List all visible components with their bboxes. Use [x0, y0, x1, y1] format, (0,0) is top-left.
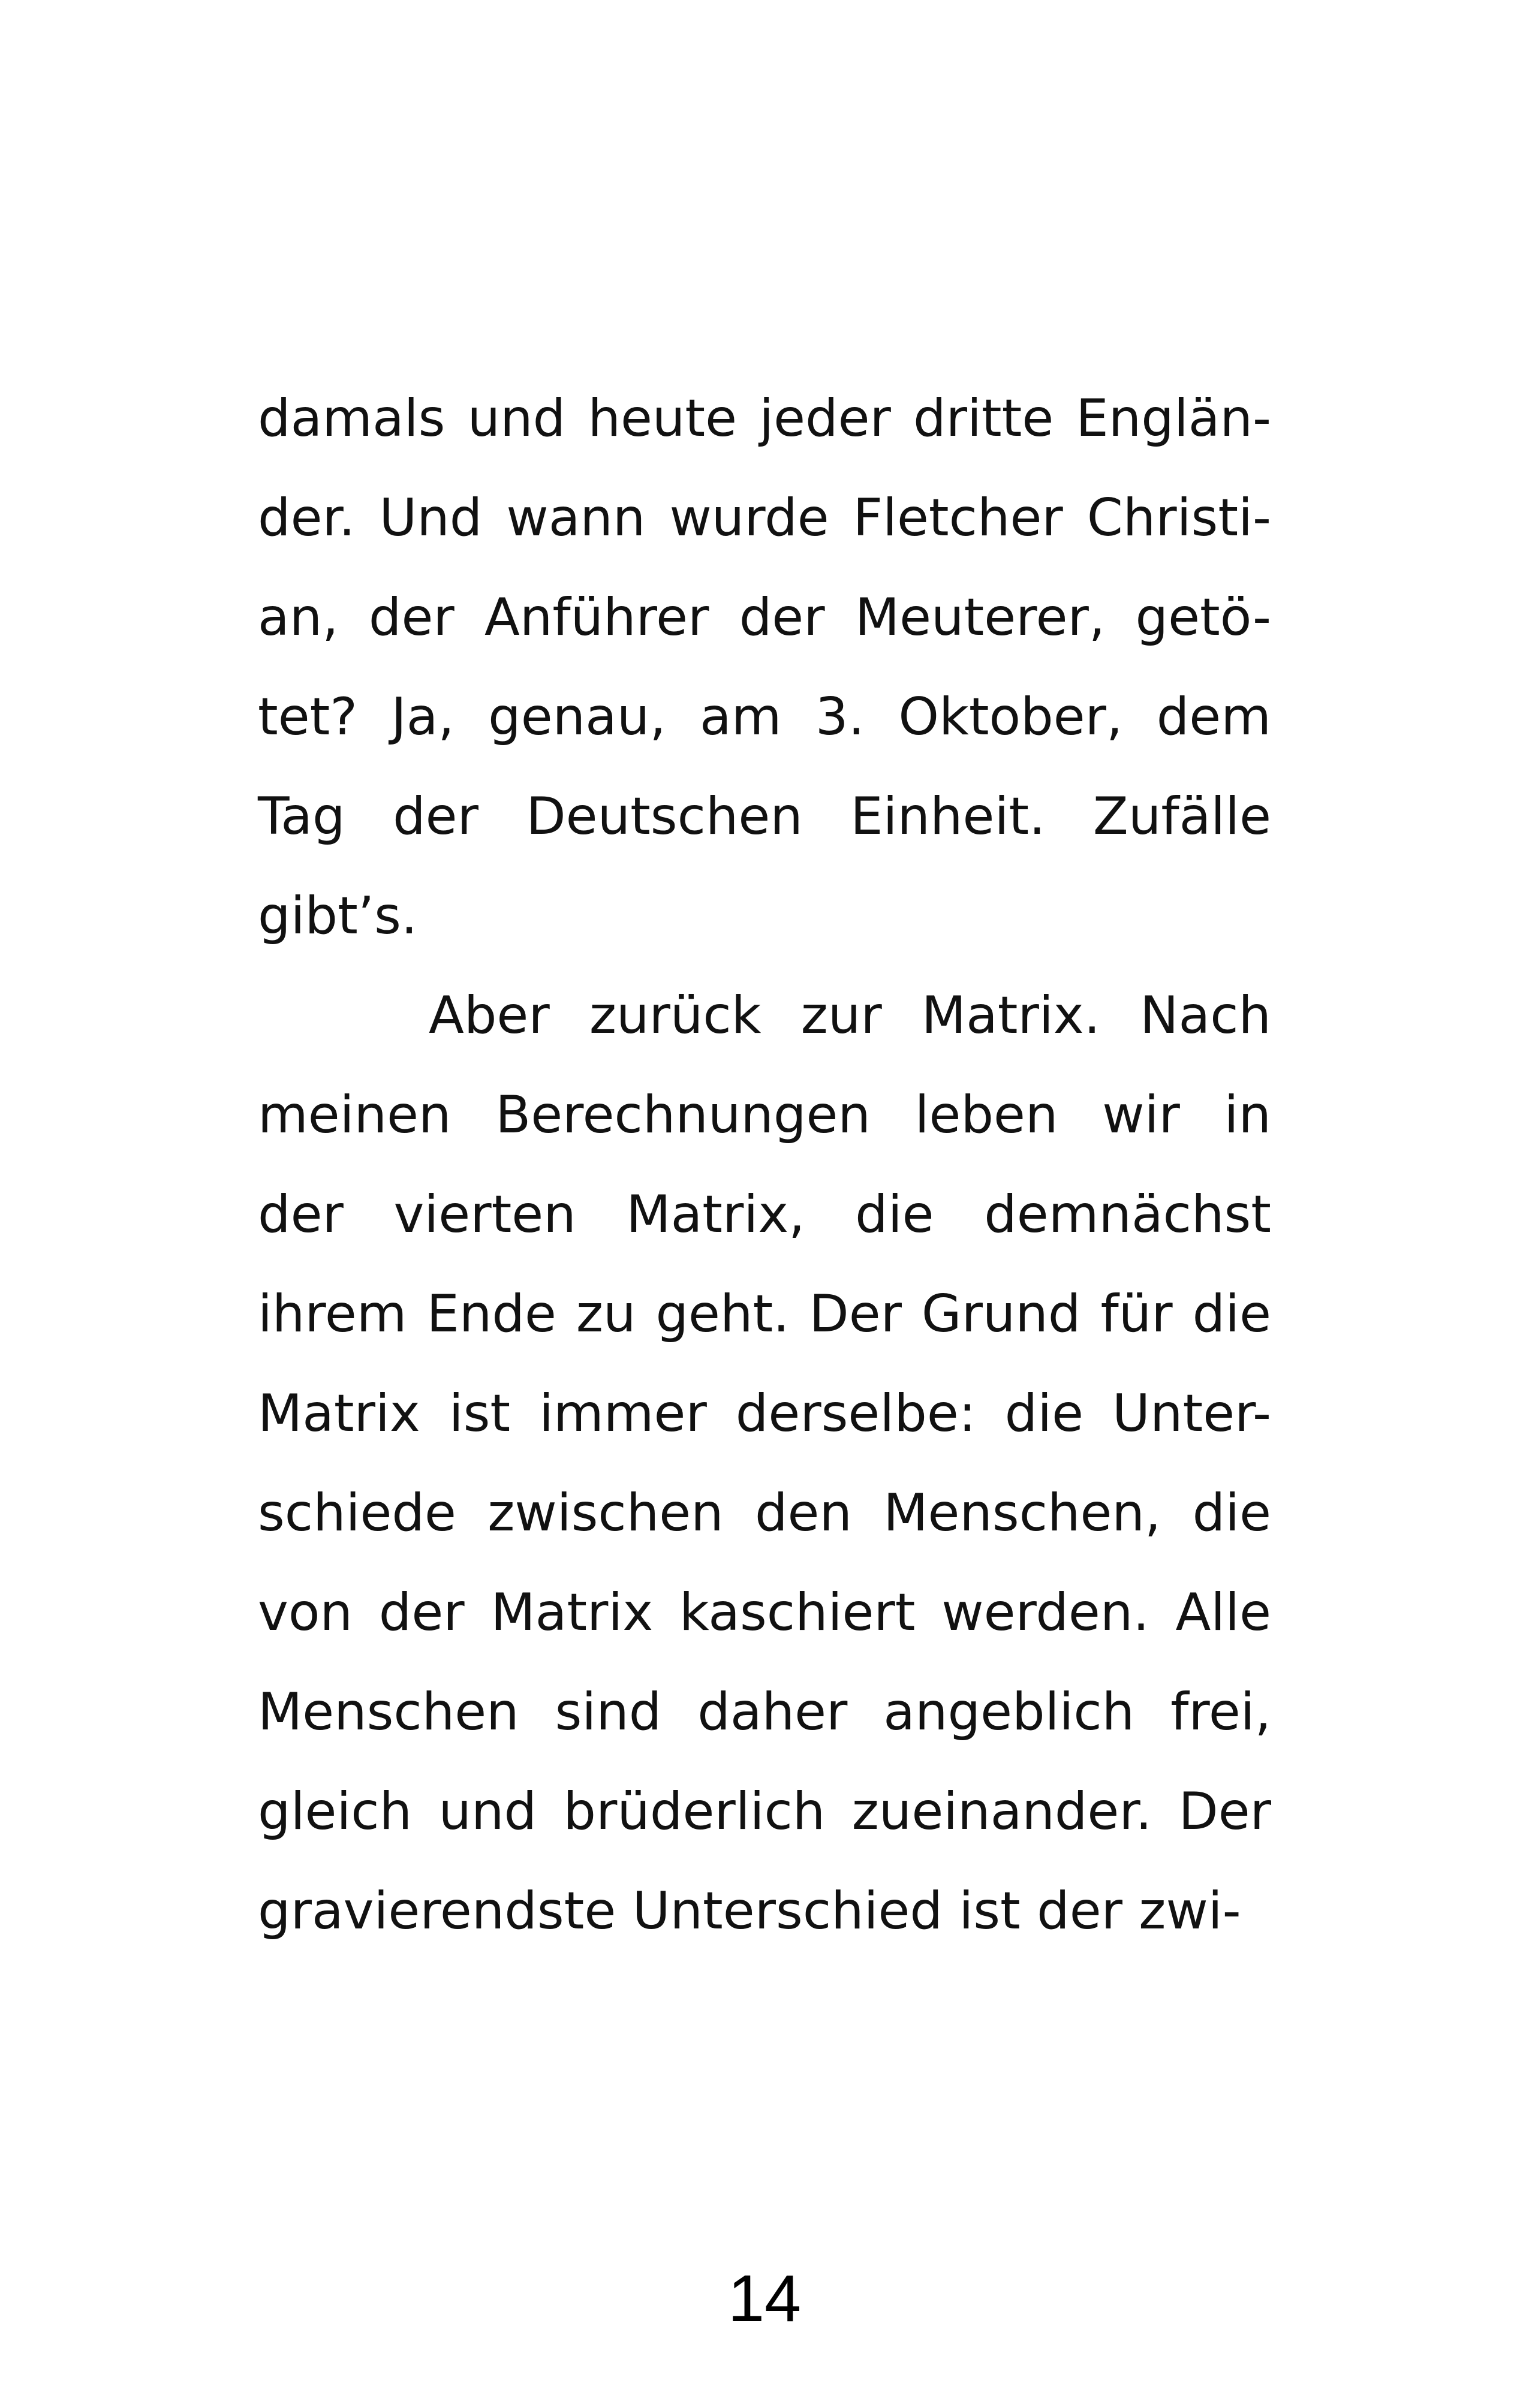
text-line: an, der Anführer der Meuterer, getö-: [258, 587, 1271, 647]
text-line: Menschen sind daher angeblich frei,: [258, 1682, 1271, 1742]
text-line: gravierendste Unterschied ist der zwi-: [258, 1881, 1241, 1941]
text-line: der vierten Matrix, die demnächst: [258, 1185, 1271, 1244]
text-line: der. Und wann wurde Fletcher Christi-: [258, 488, 1271, 548]
text-line: Matrix ist immer derselbe: die Unter-: [258, 1384, 1271, 1443]
paragraph-1: [258, 369, 1271, 966]
page-number: 14: [727, 2262, 802, 2335]
text-line: damals und heute jeder dritte Englän-: [258, 388, 1271, 448]
text-line: gibt’s.: [258, 886, 418, 946]
text-line: Aber zurück zur Matrix. Nach: [429, 985, 1271, 1045]
body-text: [258, 369, 1271, 1961]
text-line: tet? Ja, genau, am 3. Oktober, dem: [258, 687, 1271, 747]
text-line: meinen Berechnungen leben wir in: [258, 1085, 1271, 1145]
paragraph-2: [258, 966, 1271, 1961]
text-line: schiede zwischen den Menschen, die: [258, 1483, 1271, 1543]
text-line: ihrem Ende zu geht. Der Grund für die: [258, 1284, 1271, 1344]
text-line: gleich und brüderlich zueinander. Der: [258, 1782, 1271, 1842]
text-line: von der Matrix kaschiert werden. Alle: [258, 1583, 1271, 1642]
text-line: Tag der Deutschen Einheit. Zufälle: [258, 786, 1271, 846]
